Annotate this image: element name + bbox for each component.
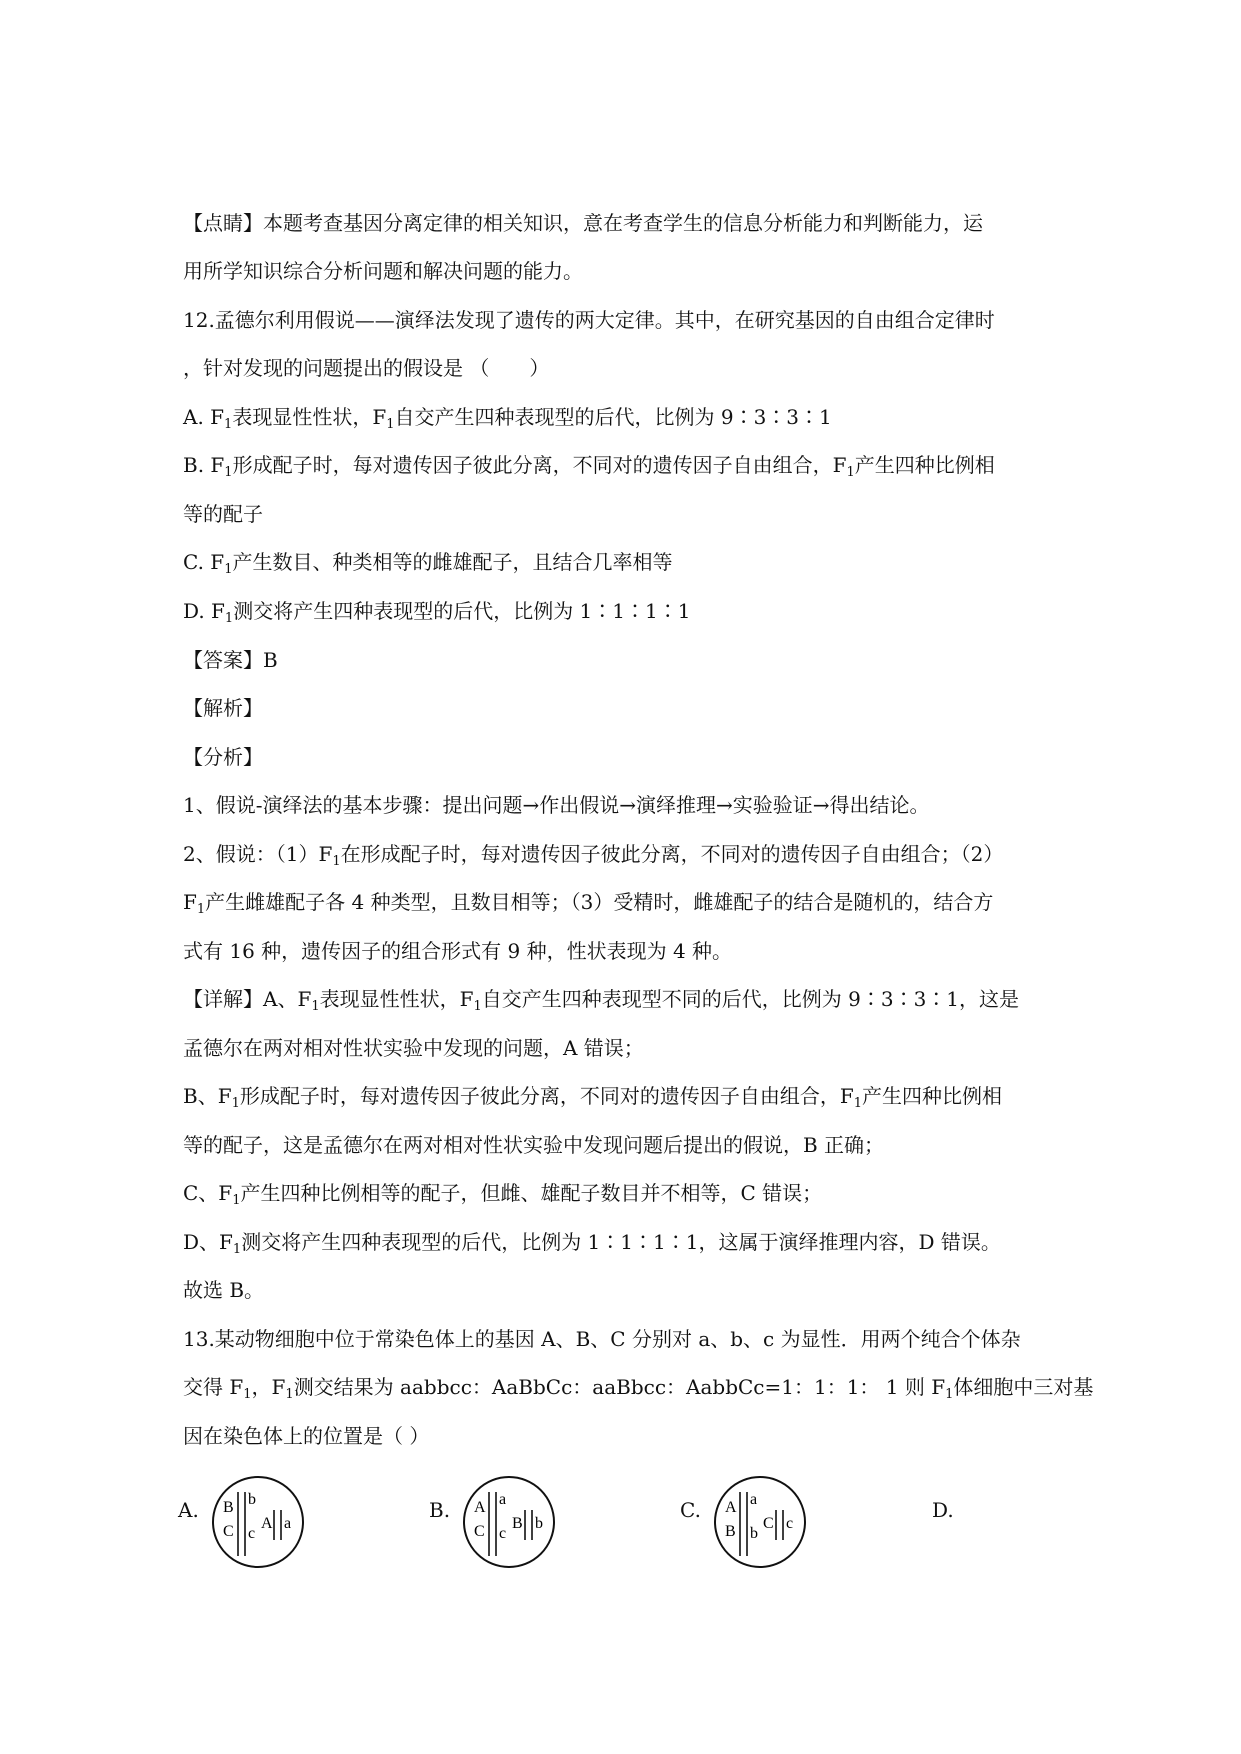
q12-stem-line-1: 12.孟德尔利用假说——演绎法发现了遗传的两大定律。其中，在研究基因的自由组合定律时	[183, 308, 995, 332]
q12-stem-line-2: ，针对发现的问题提出的假设是 （ ）	[183, 356, 550, 380]
point-line-2: 用所学知识综合分析问题和解决问题的能力。	[183, 259, 583, 283]
q13-stem-line-1: 13.某动物细胞中位于常染色体上的基因 A、B、C 分别对 a、b、c 为显性．用两个纯合个体杂	[183, 1327, 1021, 1351]
q13-cell-b	[461, 1474, 557, 1570]
gene-label: C	[223, 1523, 234, 1540]
q12-detail-4: 等的配子，这是孟德尔在两对相对性状实验中发现问题后提出的假说，B 正确；	[183, 1133, 885, 1157]
gene-label: c	[499, 1525, 507, 1542]
gene-label: C	[474, 1523, 485, 1540]
gene-label: b	[535, 1515, 543, 1532]
q12-para-1: 1、假说-演绎法的基本步骤：提出问题→作出假说→演绎推理→实验验证→得出结论。	[183, 793, 930, 817]
q12-detail-5: C、$F_1$产生四种比例相等的配子，但雌、雄配子数目并不相等，C 错误；	[183, 1181, 823, 1208]
q13-stem-line-3: 因在染色体上的位置是（ ）	[183, 1424, 430, 1448]
q12-detail-3: B、$F_1$形成配子时，每对遗传因子彼此分离，不同对的遗传因子自由组合，$F_1$产生四种比例相	[183, 1084, 1003, 1111]
q12-option-d: D. $F_1$测交将产生四种表现型的后代，比例为 1∶1∶1∶1	[183, 599, 691, 626]
q12-para-2b: $F_1$产生雌雄配子各 4 种类型，且数目相等；（3）受精时，雌雄配子的结合是随机的，结合方	[183, 890, 994, 917]
q12-option-c: C. $F_1$产生数目、种类相等的雌雄配子，且结合几率相等	[183, 550, 673, 577]
gene-label: A	[474, 1499, 486, 1516]
q12-answer: 【答案】B	[183, 648, 278, 672]
gene-label: a	[284, 1515, 292, 1532]
gene-label: A	[261, 1515, 273, 1532]
q12-option-a: A. $F_1$表现显性性状，$F_1$自交产生四种表现型的后代，比例为 9∶3∶3∶1	[183, 405, 832, 432]
q13-cell-c	[712, 1474, 808, 1570]
q12-detail-2: 孟德尔在两对相对性状实验中发现的问题，A 错误；	[183, 1036, 644, 1060]
q12-detail-7: 故选 B。	[183, 1278, 265, 1302]
q12-detail-6: D、$F_1$测交将产生四种表现型的后代，比例为 1∶1∶1∶1，这属于演绎推理内容，D 错误。	[183, 1230, 1001, 1257]
gene-label: c	[248, 1525, 256, 1542]
q12-option-b-cont: 等的配子	[183, 502, 263, 526]
q13-option-b-label: B.	[429, 1498, 451, 1522]
q12-para-2c: 式有 16 种，遗传因子的组合形式有 9 种，性状表现为 4 种。	[183, 939, 733, 963]
q12-analysis-heading: 【解析】	[183, 696, 263, 720]
gene-label: a	[750, 1491, 758, 1508]
gene-label: C	[763, 1515, 774, 1532]
point-line-1: 【点睛】本题考查基因分离定律的相关知识，意在考查学生的信息分析能力和判断能力，运	[183, 211, 983, 235]
q12-detail-1: 【详解】A、$F_1$表现显性性状，$F_1$自交产生四种表现型不同的后代，比例为 9∶3∶3∶1，这是	[183, 987, 1020, 1014]
gene-label: b	[750, 1525, 758, 1542]
q13-stem-line-2: 交得 $F_1$，$F_1$测交结果为 aabbcc：AaBbCc：aaBbcc：AabbCc=1：1：1： 1 则 $F_1$体细胞中三对基	[183, 1375, 1094, 1402]
q12-para-2a: 2、假说：$(1)F_1$在形成配子时，每对遗传因子彼此分离，不同对的遗传因子自由组合；（2）	[183, 842, 1004, 869]
gene-label: B	[725, 1523, 736, 1540]
gene-label: A	[725, 1499, 737, 1516]
q13-option-d-label: D.	[932, 1498, 954, 1522]
q12-option-b: B. $F_1$形成配子时，每对遗传因子彼此分离，不同对的遗传因子自由组合，$F_1$产生四种比例相	[183, 453, 995, 480]
gene-label: B	[512, 1515, 523, 1532]
q13-option-c-label: C.	[680, 1498, 701, 1522]
q13-cell-a	[210, 1474, 306, 1570]
q13-option-a-label: A.	[178, 1498, 199, 1522]
gene-label: c	[786, 1515, 794, 1532]
gene-label: a	[499, 1491, 507, 1508]
q12-fenxi-heading: 【分析】	[183, 745, 263, 769]
gene-label: B	[223, 1499, 234, 1516]
gene-label: b	[248, 1491, 256, 1508]
